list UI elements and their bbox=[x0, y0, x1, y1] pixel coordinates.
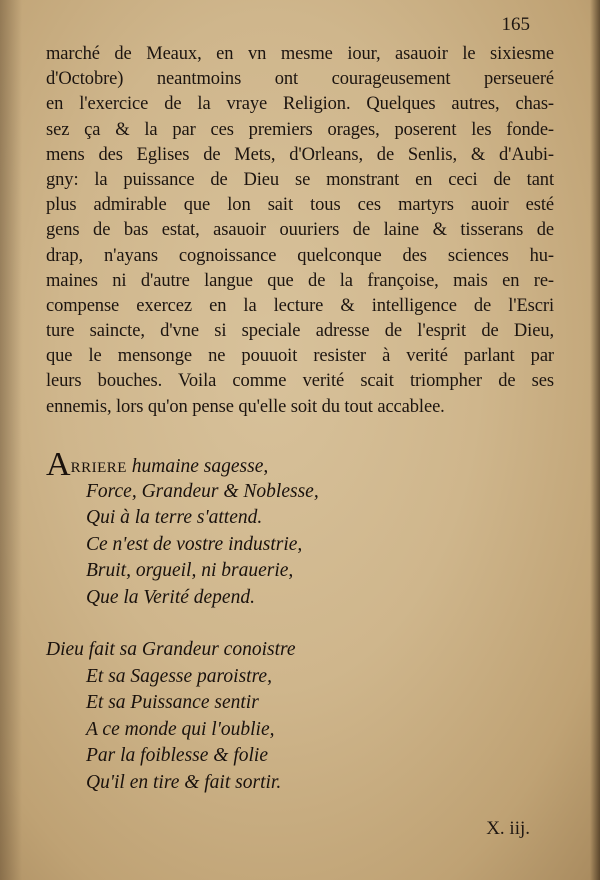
poem-first-line bbox=[46, 446, 319, 483]
prose-line: compense exercez en la lecture & intelligence de l'Escri bbox=[46, 295, 554, 316]
prose-line: en l'exercice de la vraye Religion. Quelques autres, chas- bbox=[46, 94, 554, 115]
poem-line: Dieu fait sa Grandeur conoistre bbox=[46, 639, 296, 660]
poem-line: Ce n'est de vostre industrie, bbox=[86, 533, 303, 555]
poem-line-text: humaine sagesse, bbox=[126, 456, 269, 477]
prose-paragraph bbox=[46, 42, 554, 420]
prose-line: sez ça & la par ces premiers orages, poserent les fonde- bbox=[46, 119, 554, 140]
prose-line: gens de bas estat, asauoir ouuriers de laine & tisserans de bbox=[46, 220, 554, 241]
prose-line: plus admirable que lon sait tous ces martyrs auoir esté bbox=[46, 195, 554, 216]
poem-stanza bbox=[46, 446, 319, 611]
prose-line: mens des Eglises de Mets, d'Orleans, de Senlis, & d'Aubi- bbox=[46, 144, 554, 165]
stanza-gap bbox=[46, 611, 319, 637]
prose-line: ennemis, lors qu'on pense qu'elle soit du tout accablee. bbox=[46, 396, 445, 417]
poem-line: Et sa Puissance sentir bbox=[86, 692, 259, 713]
signature-mark: X. iij. bbox=[486, 818, 530, 839]
prose-line: maines ni d'autre langue que de la françoise, mais en re- bbox=[46, 270, 554, 291]
drop-cap: A bbox=[46, 446, 71, 483]
poem-stanza bbox=[46, 637, 319, 796]
prose-line: gny: la puissance de Dieu se monstrant en ceci de tant bbox=[46, 169, 554, 190]
prose-line: drap, n'ayans cognoissance quelconque des sciences hu- bbox=[46, 245, 554, 266]
prose-line: que le mensonge ne pouuoit resister à verité parlant par bbox=[46, 346, 554, 367]
prose-line: ture saincte, d'vne si speciale adresse de l'esprit de Dieu, bbox=[46, 321, 554, 342]
poem bbox=[46, 446, 319, 796]
poem-line: Qui à la terre s'attend. bbox=[86, 507, 263, 528]
poem-line: A ce monde qui l'oublie, bbox=[86, 718, 275, 740]
poem-line: Et sa Sagesse paroistre, bbox=[86, 665, 272, 687]
poem-line: Par la foiblesse & folie bbox=[86, 745, 268, 766]
poem-line: Qu'il en tire & fait sortir. bbox=[86, 771, 282, 793]
poem-line: Force, Grandeur & Noblesse, bbox=[86, 480, 319, 502]
prose-line: leurs bouches. Voila comme verité scait triompher de ses bbox=[46, 371, 554, 392]
page-number: 165 bbox=[501, 14, 530, 35]
prose-line: d'Octobre) neantmoins ont courageusement perseueré bbox=[46, 69, 554, 90]
small-caps-word: RRIERE bbox=[70, 460, 127, 476]
poem-line: Bruit, orgueil, ni brauerie, bbox=[86, 560, 294, 581]
poem-line: Que la Verité depend. bbox=[86, 586, 255, 608]
prose-line: marché de Meaux, en vn mesme iour, asauoir le sixiesme bbox=[46, 44, 554, 64]
